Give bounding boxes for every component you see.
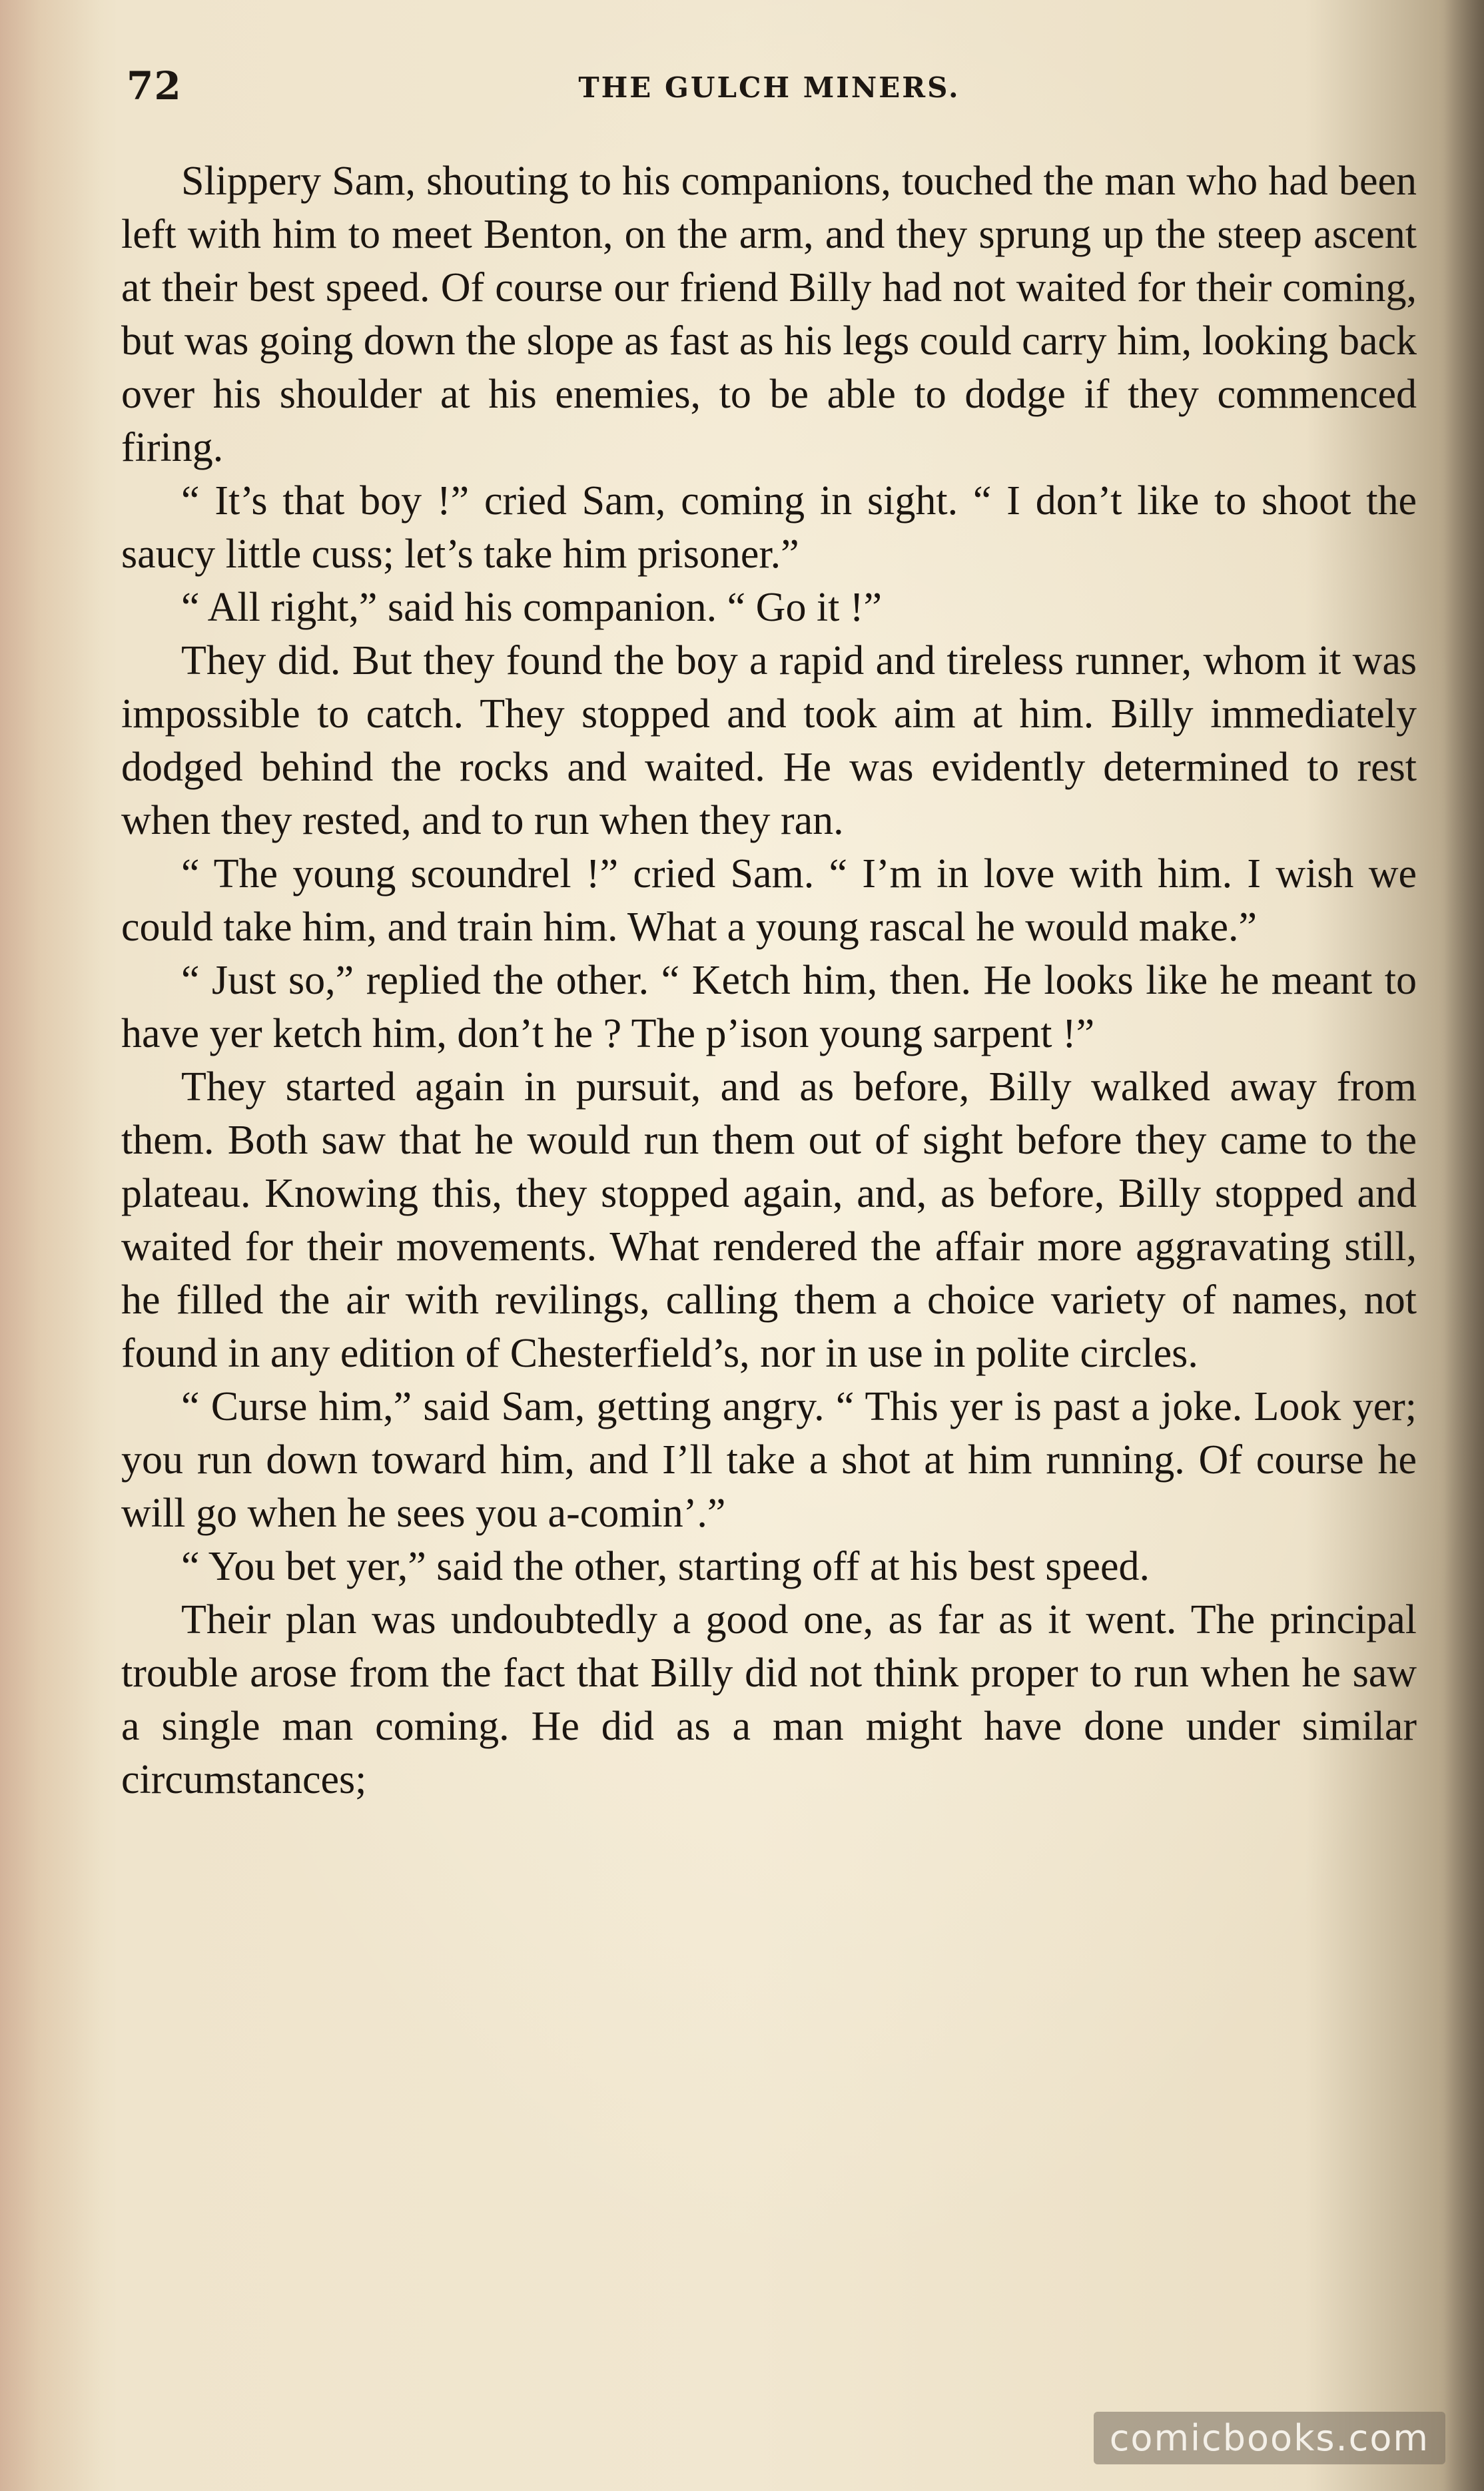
paragraph: “ Just so,” replied the other. “ Ketch him, then. He looks like he meant to have yer ketch him, don’t he ? The p’ison young sarpent !” bbox=[121, 958, 1417, 1056]
page-header bbox=[127, 63, 1412, 110]
paragraph: Their plan was undoubtedly a good one, as far as it went. The principal trouble arose from the fact that Billy did not think proper to run when he saw a single man coming. He did as a man might have done under similar circumstances; bbox=[121, 1597, 1417, 1802]
paragraph: They did. But they found the boy a rapid and tireless runner, whom it was impossible to catch. They stopped and took aim at him. Billy immediately dodged behind the rocks and waited. He was evidently determined to rest when they rested, and to run when they ran. bbox=[121, 638, 1417, 843]
page-number: 72 bbox=[127, 63, 182, 109]
body-text bbox=[121, 155, 1417, 1806]
watermark: comicbooks.com bbox=[1094, 2412, 1445, 2464]
paragraph: “ It’s that boy !” cried Sam, coming in sight. “ I don’t like to shoot the saucy little cuss; let’s take him prisoner.” bbox=[121, 478, 1417, 577]
paragraph: “ Curse him,” said Sam, getting angry. “ This yer is past a joke. Look yer; you run down toward him, and I’ll take a shot at him running. Of course he will go when he sees you a-comin’.” bbox=[121, 1384, 1417, 1536]
paragraph: “ All right,” said his companion. “ Go it !” bbox=[181, 585, 883, 630]
paragraph: “ You bet yer,” said the other, starting off at his best speed. bbox=[181, 1544, 1150, 1589]
running-head: THE GULCH MINERS. bbox=[578, 71, 960, 104]
paragraph: “ The young scoundrel !” cried Sam. “ I’m in love with him. I wish we could take him, and train him. What a young rascal he would make.” bbox=[121, 851, 1417, 950]
paragraph: Slippery Sam, shouting to his companions, touched the man who had been left with him to meet Benton, on the arm, and they sprung up the steep ascent at their best speed. Of course our friend Billy had not waited for their coming, but was going down the slope as fast as his legs could carry him, looking back over his shoulder at his enemies, to be able to dodge if they commenced firing. bbox=[121, 159, 1417, 470]
paragraph: They started again in pursuit, and as before, Billy walked away from them. Both saw that he would run them out of sight before they came to the plateau. Knowing this, they stopped again, and, as before, Billy stopped and waited for their movements. What rendered the affair more aggravating still, he filled the air with revilings, calling them a choice variety of names, not found in any edition of Chesterfield’s, nor in use in polite circles. bbox=[121, 1064, 1417, 1376]
